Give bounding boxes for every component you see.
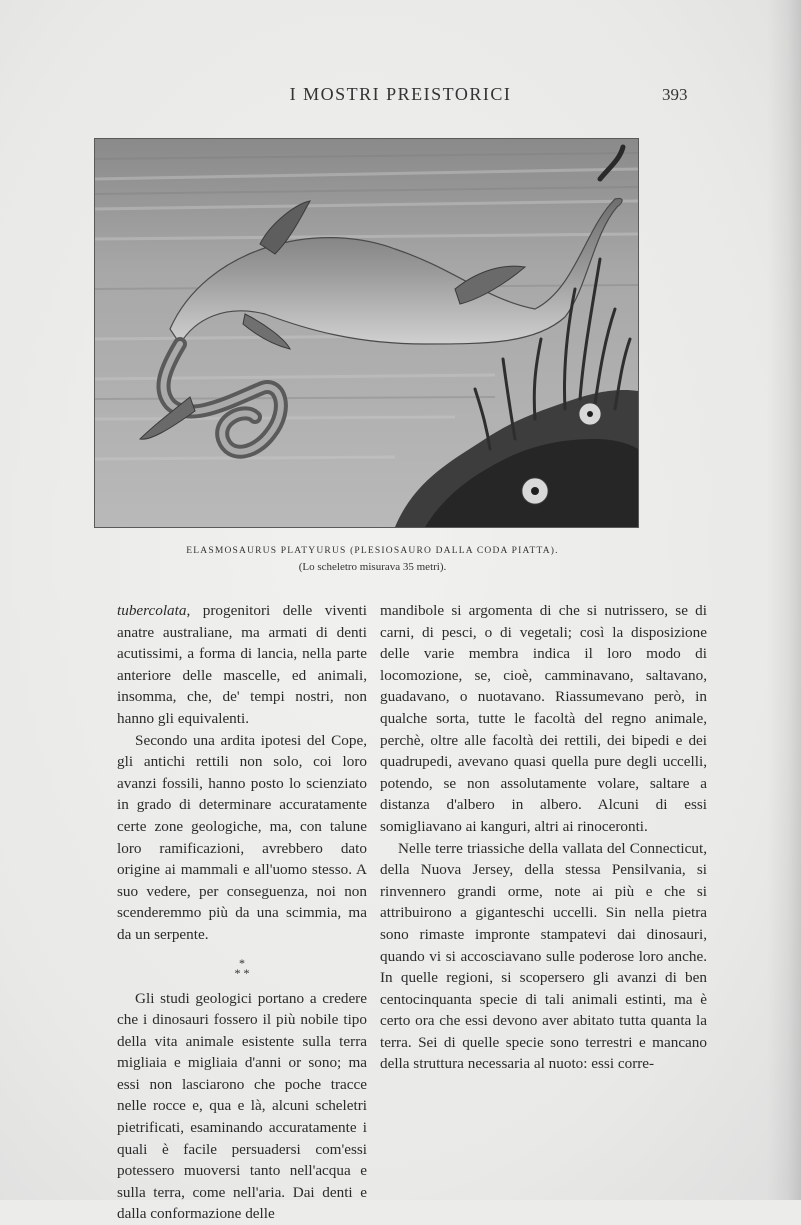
italic-word: tubercolata, bbox=[117, 602, 190, 619]
asterism-top: * bbox=[117, 958, 367, 968]
paragraph: Nelle terre triassiche della vallata del Connecticut, della Nuova Jersey, della stessa Pensilvania, si rinvennero grandi orme, note ai più e che si attribuirono a giganteschi uccelli. Sin nella pietra sono rimaste impronte stampatevi dai dinosauri, quando vi si accosciavano sulle poderose loro anche. In quelle regioni, si scopersero gli avanzi di ben centocinquanta specie di tali animali estinti, ma è certo ora che essi devono aver abitato tutta quanta la terra. Sei di quelle specie sono terrestri e mancano della struttura necessaria al nuoto: essi corre- bbox=[380, 838, 707, 1076]
paragraph-text: progenitori delle viventi anatre australiane, ma armati di denti acutissimi, a forma di lancia, nella parte anteriore delle mascelle, ed animali, insomma, che, de' tempi nostri, non hanno gli equivalenti. bbox=[117, 602, 367, 727]
paragraph: mandibole si argomenta di che si nutrissero, se di carni, di pesci, o di vegetali; così la disposizione delle varie membra indica il loro modo di locomozione, se, cioè, camminavano, saltavano, guadavano, o nuotavano. Riassumevano però, in qualche sorta, tutte le facoltà del regno animale, perchè, oltre alle facoltà dei rettili, dei bipedi e dei quadrupedi, avevano quasi quella pure degli uccelli, potendo, se non assolutamente volare, saltare a distanza d'albero in albero. Alcuni di essi somigliavano ai kanguri, altri ai rinoceronti. bbox=[380, 600, 707, 838]
running-head-title: I MOSTRI PREISTORICI bbox=[0, 84, 801, 105]
section-separator-asterism bbox=[117, 958, 367, 978]
text-column-right bbox=[380, 600, 707, 1075]
paragraph: Secondo una ardita ipotesi del Cope, gli antichi rettili non solo, coi loro avanzi fossili, hanno posto lo scienziato in grado di determinare accuratamente certe zone geologiche, ma, con talune loro ramificazioni, avrebbero dato origine ai mammali e all'uomo stesso. A suo vedere, per conseguenza, noi non scenderemmo più da una scimmia, ma da un serpente. bbox=[117, 730, 367, 946]
illustration-art bbox=[95, 139, 638, 527]
asterism-bottom: * * bbox=[117, 968, 367, 978]
figure-caption-title: ELASMOSAURUS PLATYURUS (PLESIOSAURO DALLA CODA PIATTA). bbox=[0, 546, 745, 556]
text-column-left bbox=[117, 600, 367, 1225]
paragraph: Gli studi geologici portano a credere che i dinosauri fossero il più nobile tipo della vita animale esistente sulla terra migliaia e migliaia d'anni or sono; ma essi non lasciarono che poche tracce nelle rocce e, qua e là, alcuni scheletri pietrificati, esaminando accuratamente i quali è facile persuadersi com'essi potessero muoversi tanto nell'acqua e sulla terra, come nell'aria. Dai denti e dalla conformazione delle bbox=[117, 988, 367, 1225]
plesiosaur-illustration bbox=[94, 138, 639, 528]
paragraph bbox=[117, 600, 367, 730]
page-number: 393 bbox=[662, 85, 688, 105]
page-edge-shadow bbox=[767, 0, 801, 1200]
figure-caption-note: (Lo scheletro misurava 35 metri). bbox=[0, 561, 745, 573]
